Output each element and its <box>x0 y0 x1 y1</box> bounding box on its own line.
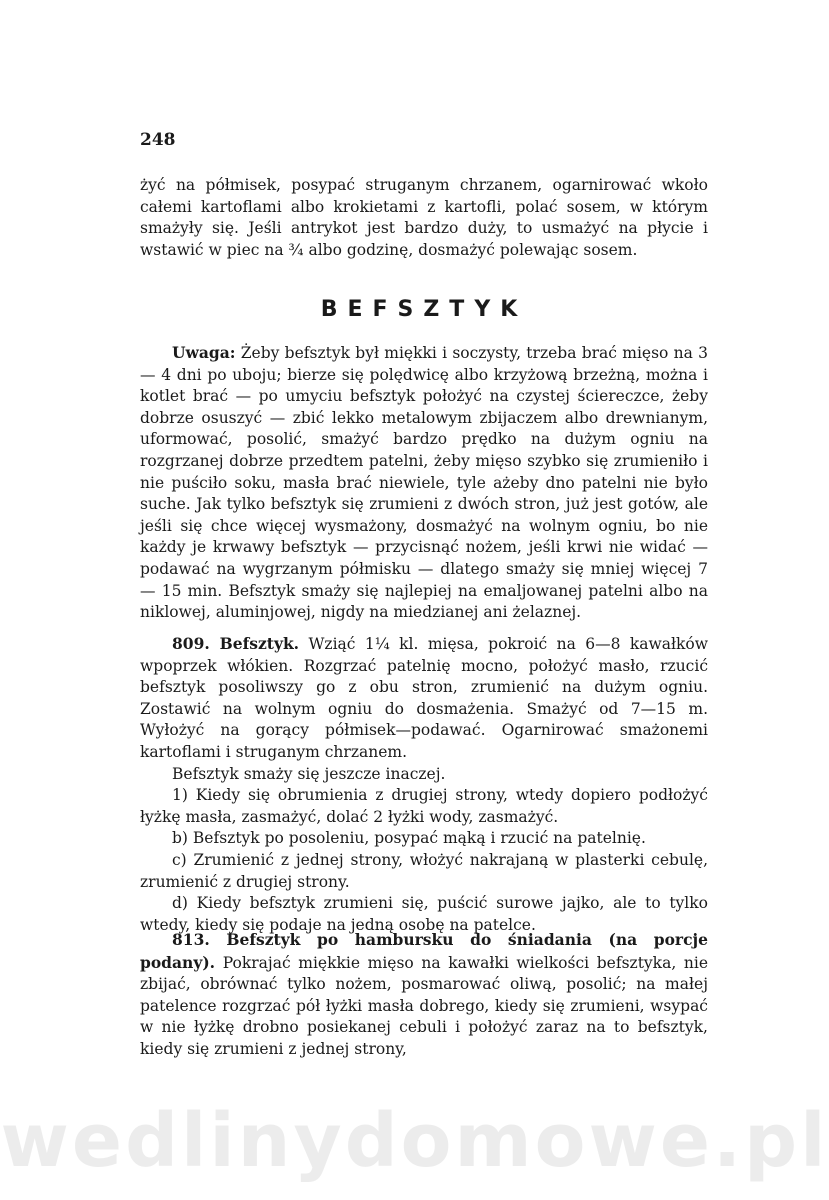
variant-c: c) Zrumienić z jednej strony, włożyć nakrajaną w plasterki cebulę, zrumienić z drugiej strony. <box>140 850 708 891</box>
recipe-813-body: Pokrajać miękkie mięso na kawałki wielkości befsztyka, nie zbijać, obrównać tylko nożem, posmarować oliwą, posolić; na małej patelence rozgrzać pół łyżki masła dobrego, kiedy się zrumieni, wsypać w nie łyżkę drobno posiekanej cebuli i położyć zaraz na to befsztyk, kiedy się zrumieni z jednej strony, <box>140 953 708 1058</box>
uwaga-body: Żeby befsztyk był miękki i soczysty, trzeba brać mięso na 3 — 4 dni po uboju; bierze się polędwicę albo krzyżową brzeżną, można i kotlet brać — po umyciu befsztyk położyć na czystej ściereczce, żeby dobrze osuszyć — zbić lekko metalowym zbijaczem albo drewnianym, uformować, posolić, smażyć bardzo prędko na dużym ogniu na rozgrzanej dobrze przedtem patelni, żeby mięso szybko się zrumieniło i nie puściło soku, masła brać niewiele, tyle ażeby dno patelni nie było suche. Jak tylko befsztyk się zrumieni z dwóch stron, już jest gotów, ale jeśli się chce więcej wysmażony, dosmażyć na wolnym ogniu, bo nie każdy je krwawy befsztyk — przycisnąć nożem, jeśli krwi nie widać — podawać na wygrzanym półmisku — dlatego smaży się mniej więcej 7 — 15 min. Befsztyk smaży się najlepiej na emaljowanej patelni albo na niklowej, aluminjowej, nigdy na miedzianej ani żelaznej. <box>140 344 708 622</box>
recipe-813 <box>140 929 708 1061</box>
page-number: 248 <box>140 130 176 150</box>
variant-b: b) Befsztyk po posoleniu, posypać mąką i rzucić na patelnię. <box>172 829 646 848</box>
recipe-813-title: 813. Befsztyk po hambursku do śniadania (na porcje podany). <box>140 930 708 972</box>
variant-1: 1) Kiedy się obrumienia z drugiej strony, wtedy dopiero podłożyć łyżkę masła, zasmażyć, dolać 2 łyżki wody, zasmażyć. <box>140 786 708 826</box>
variant-d: d) Kiedy befsztyk zrumieni się, puścić surowe jajko, ale to tylko wtedy, kiedy się podaje na jedną osobę na patelce. <box>140 894 708 934</box>
recipe-809-main <box>140 633 708 764</box>
uwaga-paragraph <box>140 342 708 624</box>
recipe-809 <box>140 633 708 936</box>
recipe-813-main <box>140 929 708 1061</box>
intro-text: żyć na półmisek, posypać struganym chrzanem, ogarnirować wkoło całemi kartoflami albo krokietami z kartofli, polać sosem, w którym smażyły się. Jeśli antrykot jest bardzo duży, to usmażyć na płycie i wstawić w piec na ¾ albo godzinę, dosmażyć polewając sosem. <box>140 176 708 259</box>
uwaga-text <box>140 342 708 624</box>
variants-intro: Befsztyk smaży się jeszcze inaczej. <box>172 764 446 783</box>
recipe-809-body: Wziąć 1¼ kl. mięsa, pokroić na 6—8 kawałków wpoprzek włókien. Rozgrzać patelnię mocno, położyć masło, rzucić befsztyk posoliwszy go z obu stron, zrumienić na dużym ogniu. Zostawić na wolnym ogniu do dosmażenia. Smażyć od 7—15 m. Wyłożyć na gorący półmisek—podawać. Ogarnirować smażonemi kartoflami i struganym chrzanem. <box>140 635 709 761</box>
recipe-809-title: 809. Befsztyk. <box>172 634 300 653</box>
intro-paragraph <box>140 175 708 261</box>
section-title: BEFSZTYK <box>320 297 528 322</box>
watermark: wedlinydomowe.pl <box>0 1098 829 1184</box>
uwaga-lead: Uwaga: <box>172 343 236 362</box>
